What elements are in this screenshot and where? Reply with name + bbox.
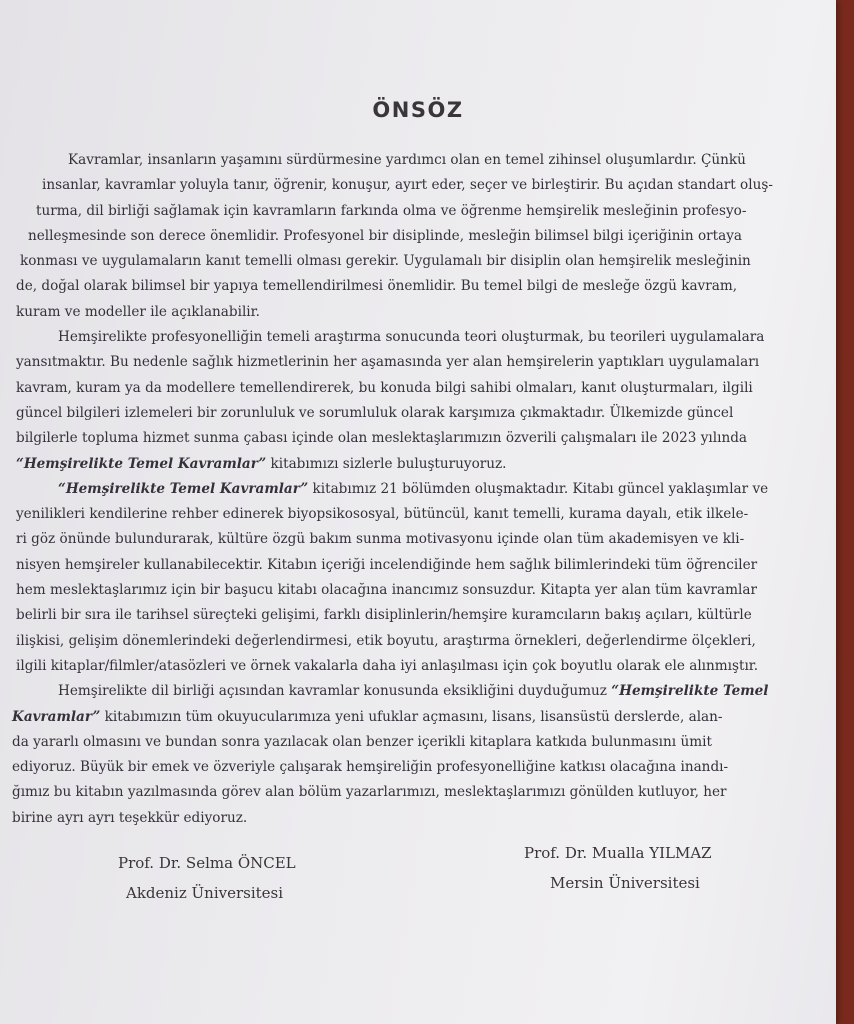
signatory-name: Prof. Dr. Selma ÖNCEL	[118, 854, 296, 872]
preface-body	[12, 148, 834, 831]
text-line	[12, 452, 834, 477]
paragraph-3	[12, 477, 834, 679]
text-line: kuram ve modeller ile açıklanabilir.	[16, 303, 260, 320]
text-line	[12, 705, 834, 730]
book-title-emphasis: “Hemşirelikte Temel Kavramlar”	[58, 480, 309, 497]
book-title-emphasis: “Hemşirelikte Temel Kavramlar”	[16, 455, 267, 472]
text-line: nelleşmesinde son derece önemlidir. Profesyonel bir disiplinde, mesleğin bilimsel bilgi içeriğinin ortaya	[28, 227, 742, 244]
text-line: Kavramlar, insanların yaşamını sürdürmesine yardımcı olan en temel zihinsel oluşumlardır. Çünkü	[68, 152, 746, 168]
signatory-institution: Akdeniz Üniversitesi	[126, 884, 284, 902]
signature-left	[118, 848, 296, 908]
text-line: hem meslektaşlarımız için bir başucu kitabı olacağına inancımız sonsuzdur. Kitapta yer alan tüm kavramlar	[16, 582, 757, 599]
text-line-rest: Hemşirelikte dil birliği açısından kavramlar konusunda eksikliğini duyduğumuz	[58, 683, 612, 700]
text-line: kavram, kuram ya da modellere temellendirerek, bu konuda bilgi sahibi olmaları, kanıt oluşturmaları, ilgili	[16, 379, 753, 396]
text-line: nisyen hemşireler kullanabilecektir. Kitabın içeriği incelendiğinde hem sağlık bilimlerindeki tüm öğrenciler	[16, 556, 758, 573]
paragraph-2	[12, 325, 834, 477]
text-line: güncel bilgileri izlemeleri bir zorunluluk ve sorumluluk olarak karşımıza çıkmaktadır. Ülkemizde güncel	[16, 404, 734, 421]
text-line-rest: kitabımız 21 bölümden oluşmaktadır. Kitabı güncel yaklaşımlar ve	[308, 480, 769, 497]
text-line: bilgilerle topluma hizmet sunma çabası içinde olan meslektaşlarımızın özverili çalışmaları ile 2023 yılında	[16, 430, 748, 447]
text-line: yenilikleri kendilerine rehber edinerek biyopsikososyal, bütüncül, kanıt temelli, kurama dayalı, etik ilkele-	[16, 506, 749, 523]
text-line-rest: kitabımızı sizlerle buluşturuyoruz.	[270, 455, 507, 472]
signatory-name: Prof. Dr. Mualla YILMAZ	[524, 844, 712, 862]
text-line: insanlar, kavramlar yoluyla tanır, öğrenir, konuşur, ayırt eder, seçer ve birleştirir. Bu açıdan standart oluş-	[42, 177, 773, 194]
text-line: Hemşirelikte profesyonelliğin temeli araştırma sonucunda teori oluşturmak, bu teorileri uygulamalara	[58, 329, 765, 346]
text-line: ri göz önünde bulundurarak, kültüre özgü bakım sunma motivasyonu içinde olan tüm akademisyen ve kli-	[16, 531, 745, 548]
text-line	[12, 477, 834, 502]
paragraph-4	[12, 679, 834, 831]
text-line: yansıtmaktır. Bu nedenle sağlık hizmetlerinin her aşamasında yer alan hemşirelerin yaptıkları uygulamaları	[16, 354, 760, 371]
signature-right	[524, 838, 712, 898]
text-line-rest: kitabımızın tüm okuyucularımıza yeni ufuklar açmasını, lisans, lisansüstü derslerde, alan-	[100, 708, 723, 725]
signatory-institution: Mersin Üniversitesi	[550, 874, 700, 892]
text-line: belirli bir sıra ile tarihsel süreçteki gelişimi, farklı disiplinlerin/hemşire kuramcıların bakış açıları, kültürle	[16, 607, 752, 624]
text-line: de, doğal olarak bilimsel bir yapıya temellendirilmesi önemlidir. Bu temel bilgi de mesleğe özgü kavram,	[16, 278, 738, 295]
page-title: ÖNSÖZ	[372, 98, 464, 122]
text-line: turma, dil birliği sağlamak için kavramların farkında olma ve öğrenme hemşirelik mesleğinin profesyo-	[36, 202, 747, 219]
text-line: ediyoruz. Büyük bir emek ve özveriyle çalışarak hemşireliğin profesyonelliğine katkısı olacağına inandı-	[12, 759, 729, 776]
text-line: ilgili kitaplar/filmler/atasözleri ve örnek vakalarla daha iyi anlaşılması için çok boyutlu olarak ele alınmıştır.	[16, 657, 759, 674]
paragraph-1	[12, 148, 834, 325]
text-line: konması ve uygulamaların kanıt temelli olması gerekir. Uygulamalı bir disiplin olan hemşirelik mesleğinin	[20, 253, 751, 270]
text-line: birine ayrı ayrı teşekkür ediyoruz.	[12, 809, 248, 826]
text-line: ilişkisi, gelişim dönemlerindeki değerlendirmesi, etik boyutu, araştırma örnekleri, değerlendirme ölçekleri,	[16, 632, 756, 649]
book-title-emphasis: “Hemşirelikte Temel	[611, 683, 769, 700]
text-line	[12, 679, 834, 704]
book-title-emphasis: Kavramlar”	[12, 708, 101, 725]
text-line: da yararlı olmasını ve bundan sonra yazılacak olan benzer içerikli kitaplara katkıda bulunmasını ümit	[12, 733, 712, 750]
text-line: ğımız bu kitabın yazılmasında görev alan bölüm yazarlarımızı, meslektaşlarımızı gönülden kutluyor, her	[12, 784, 727, 801]
